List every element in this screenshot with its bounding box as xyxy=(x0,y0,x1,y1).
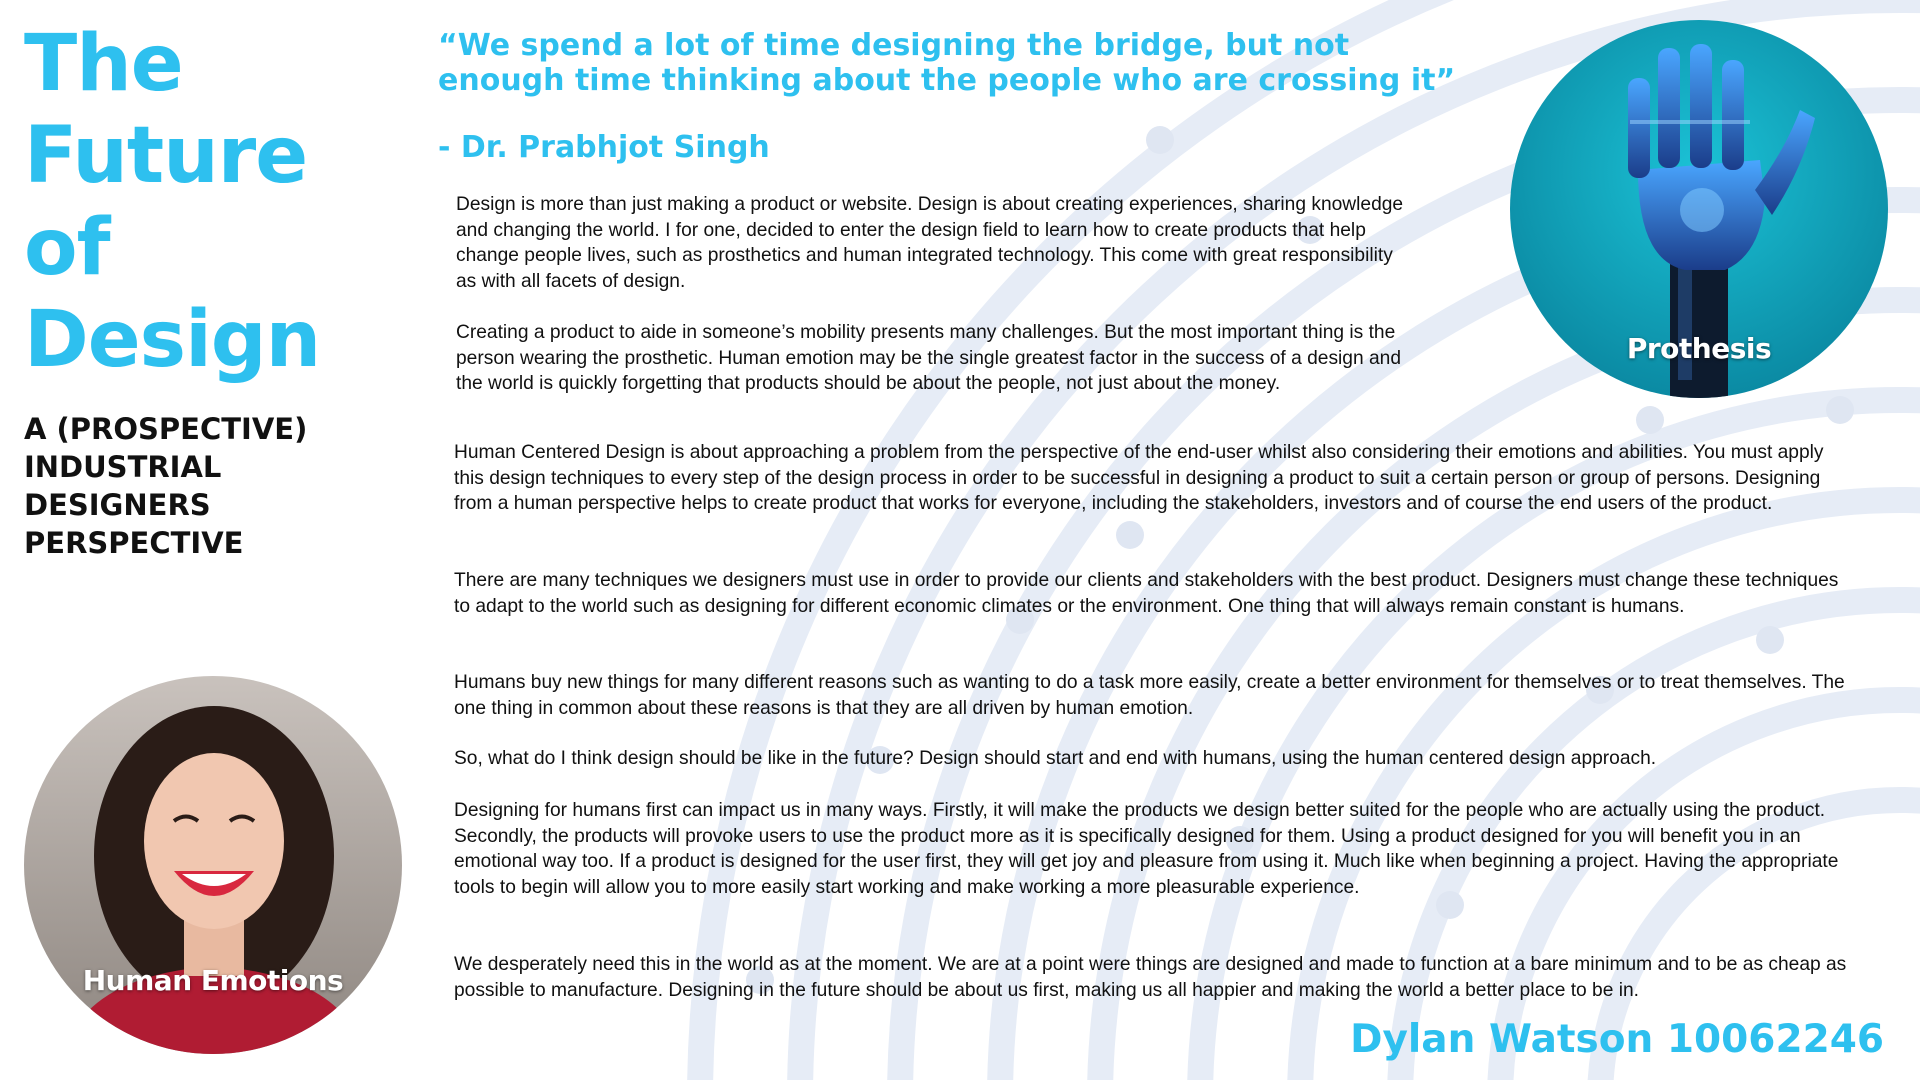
subtitle-line: A (PROSPECTIVE) xyxy=(24,412,308,446)
prosthesis-label: Prothesis xyxy=(1626,332,1772,365)
subtitle-line: INDUSTRIAL xyxy=(24,450,222,484)
title-line: of xyxy=(24,203,110,293)
author-signature: Dylan Watson 10062246 xyxy=(1350,1017,1884,1062)
body-paragraph: There are many techniques we designers must use in order to provide our clients and stakeholders with the best product. Designers must change these techniques to adapt to the world such as designing for different economic climates or the environment. One thing that will always remain constant is humans. xyxy=(454,570,1839,617)
human-emotions-label: Human Emotions xyxy=(82,964,344,997)
smiling-woman-icon xyxy=(24,676,402,1054)
body-paragraph: We desperately need this in the world as at the moment. We are at a point were things are designed and made to function at a bare minimum and to be as cheap as possible to manufacture. Designing in the future should be about us first, making us all happier and making the world a better place to be in. xyxy=(454,954,1847,1001)
page-subtitle xyxy=(24,410,404,562)
subtitle-line: DESIGNERS xyxy=(24,488,211,522)
body-paragraph: Humans buy new things for many different reasons such as wanting to do a task more easily, create a better environment for themselves or to treat themselves. The one thing in common about these reasons is that they are all driven by human emotion. xyxy=(454,672,1845,719)
body-paragraph: Creating a product to aide in someone’s mobility presents many challenges. But the most important thing is the person wearing the prosthetic. Human emotion may be the single greatest factor in the success of a design and the world is quickly forgetting that products should be about the people, not just about the money. xyxy=(456,322,1401,395)
quote xyxy=(438,28,1498,98)
page-title xyxy=(24,18,424,386)
prosthesis-image xyxy=(1510,20,1888,398)
body-paragraph: Human Centered Design is about approaching a problem from the perspective of the end-user whilst also considering their emotions and abilities. You must apply this design techniques to every step of the design process in order to be successful in designing a product to suit a certain person or group of persons. Designing from a human perspective helps to create product that works for everyone, including the stakeholders, investors and of course the end users of the product. xyxy=(454,442,1824,515)
body-paragraph: So, what do I think design should be like in the future? Design should start and end with humans, using the human centered design approach. xyxy=(454,748,1657,769)
quote-attribution: - Dr. Prabhjot Singh xyxy=(438,130,770,165)
body-paragraph: Designing for humans first can impact us in many ways. Firstly, it will make the products we design better suited for the people who are actually using the product. Secondly, the products will provoke users to use the product more as it is specifically designed for them. Using a product designed for you will benefit you in an emotional way too. If a product is designed for the user first, they will get joy and pleasure from using it. Much like when beginning a project. Having the appropriate tools to begin will allow you to more easily start working and make working a more pleasurable experience. xyxy=(454,800,1839,898)
title-line: Future xyxy=(24,111,308,201)
body-paragraph: Design is more than just making a product or website. Design is about creating experiences, sharing knowledge and changing the world. I for one, decided to enter the design field to learn how to create products that help change people lives, such as prosthetics and human integrated technology. This come with great responsibility as with all facets of design. xyxy=(456,194,1404,292)
title-line: Design xyxy=(24,295,321,385)
title-line: The xyxy=(24,19,183,109)
quote-line: enough time thinking about the people who are crossing it” xyxy=(438,63,1456,98)
subtitle-line: PERSPECTIVE xyxy=(24,526,244,560)
human-emotions-image xyxy=(24,676,402,1054)
quote-line: “We spend a lot of time designing the bridge, but not xyxy=(438,28,1350,63)
